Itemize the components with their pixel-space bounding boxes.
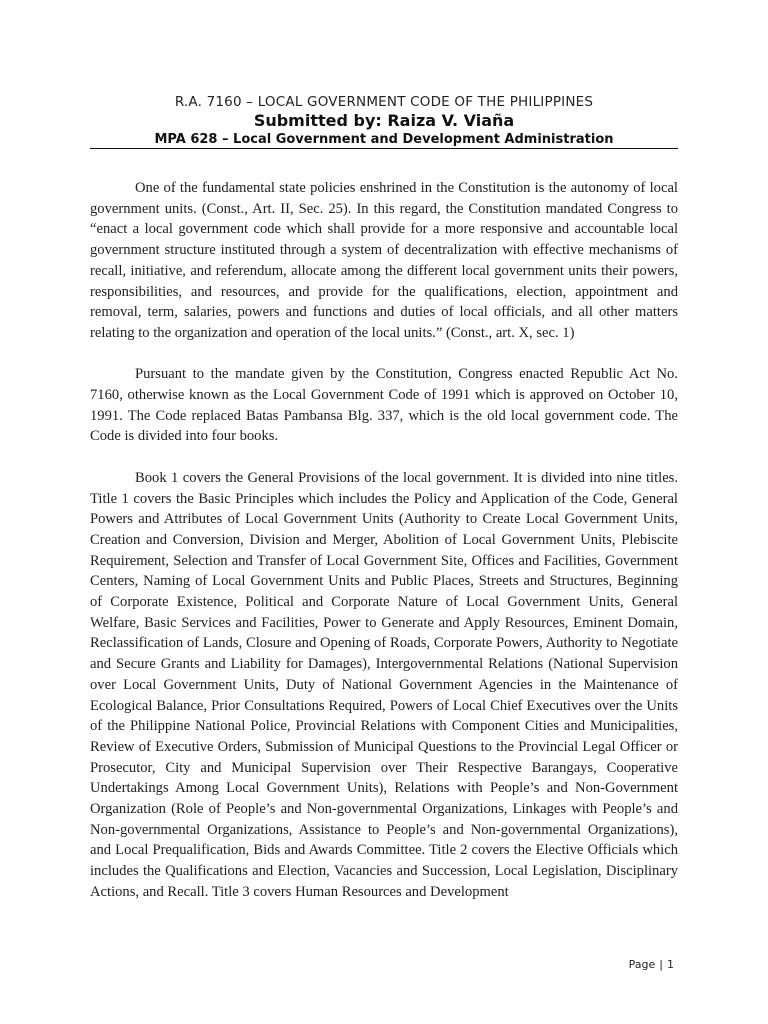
page-label: Page <box>628 958 656 971</box>
submitted-by: Submitted by: Raiza V. Viaña <box>253 111 515 130</box>
paragraph-1: One of the fundamental state policies enshrined in the Constitution is the autonomy of local government units. (Const., Art. II, Sec. 25). In this regard, the Constitution mandated Congress to “enact a local government code which shall provide for a more responsive and accountable local government structure instituted through a system of decentralization with effective mechanisms of recall, initiative, and referendum, allocate among the different local government units their powers, responsibilities, and resources, and provide for the qualifications, election, appointment and removal, term, salaries, powers and functions and duties of local officials, and all other matters relating to the organization and operation of the local units.” (Const., art. X, sec. 1) <box>90 180 678 341</box>
page-number: 1 <box>667 958 674 971</box>
paragraph-3: Book 1 covers the General Provisions of the local government. It is divided into nine titles. Title 1 covers the Basic Principles which includes the Policy and Application of the Code, General Powers and Attributes of Local Government Units (Authority to Create Local Government Units, Creation and Conversion, Division and Merger, Abolition of Local Government Units, Plebiscite Requirement, Selection and Transfer of Local Government Site, Offices and Facilities, Government Centers, Naming of Local Government Units and Public Places, Streets and Structures, Beginning of Corporate Existence, Political and Corporate Nature of Local Government Units, General Welfare, Basic Services and Facilities, Power to Generate and Apply Resources, Eminent Domain, Reclassification of Lands, Closure and Opening of Roads, Corporate Powers, Authority to Negotiate and Secure Grants and Liability for Damages), Intergovernmental Relations (National Supervision over Local Government Units, Duty of National Government Agencies in the Maintenance of Ecological Balance, Prior Consultations Required, Powers of Local Chief Executives over the Units of the Philippine National Police, Provincial Relations with Component Cities and Municipalities, Review of Executive Orders, Submission of Municipal Questions to the Provincial Legal Officer or Prosecutor, City and Municipal Supervision over Their Respective Barangays, Cooperative Undertakings Among Local Government Units), Relations with People’s and Non-Government Organization (Role of People’s and Non-governmental Organizations, Linkages with People’s and Non-governmental Organizations, Assistance to People’s and Non-governmental Organizations), and Local Prequalification, Bids and Awards Committee. Title 2 covers the Elective Officials which includes the Qualifications and Election, Vacancies and Succession, Local Legislation, Disciplinary Actions, and Recall. Title 3 covers Human Resources and Development <box>90 469 678 900</box>
document-body <box>90 178 678 903</box>
page-footer <box>629 958 674 971</box>
course-title: MPA 628 – Local Government and Development Administration <box>90 131 678 149</box>
document-title: R.A. 7160 – LOCAL GOVERNMENT CODE OF THE PHILIPPINES <box>174 94 594 110</box>
page-separator: | <box>659 958 663 971</box>
paragraph-2: Pursuant to the mandate given by the Constitution, Congress enacted Republic Act No. 7160, otherwise known as the Local Government Code of 1991 which is approved on October 10, 1991. The Code replaced Batas Pambansa Blg. 337, which is the old local government code. The Code is divided into four books. <box>90 366 678 445</box>
document-header <box>90 93 678 149</box>
